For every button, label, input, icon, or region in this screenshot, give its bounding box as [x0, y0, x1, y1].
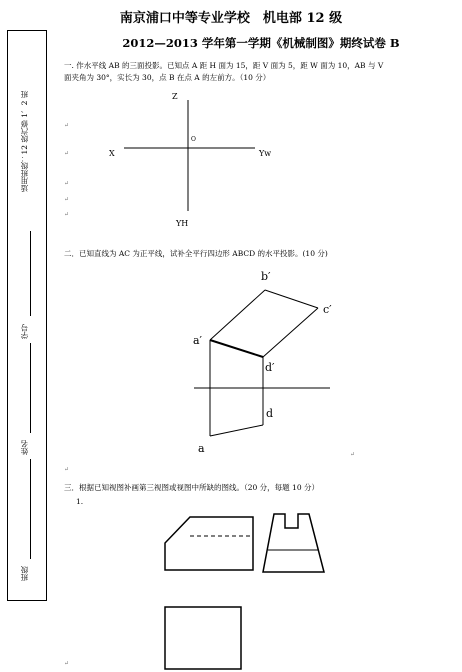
question-3-text: 三．根据已知视图补画第三视图或视图中所缺的图线。（20 分，每题 10 分） [64, 483, 319, 492]
para-mark: ↵ [350, 451, 356, 458]
origin-label: O [191, 136, 196, 143]
axis-label-yw: Yw [259, 149, 272, 158]
name-label: 姓名 [20, 440, 29, 455]
para-mark: ↵ [64, 196, 70, 203]
para-mark: ↵ [64, 466, 70, 473]
para-mark: ↵ [64, 122, 70, 129]
para-mark: ↵ [64, 180, 70, 187]
axis-label-yh: YH [176, 219, 189, 228]
student-id-label: 学号 [20, 324, 29, 339]
label-d: d [266, 407, 274, 420]
axis-label-x: X [109, 149, 115, 158]
para-mark: ↵ [64, 660, 70, 667]
label-a-prime: a′ [193, 334, 203, 347]
axis-label-z: Z [172, 92, 178, 101]
front-view [165, 517, 253, 570]
label-a: a [198, 442, 205, 455]
question-2-text: 二．已知直线为 AC 为正平线，试补全平行四边形 ABCD 的水平投影。(10 分) [64, 249, 328, 258]
para-mark: ↵ [64, 211, 70, 218]
applicable-class-label: 适用班级：12 级汽修 1、2 班 [20, 90, 29, 193]
exam-title: 2012—2013 学年第一学期《机械制图》期终试卷 B [122, 36, 400, 50]
class-label: 班级 [20, 566, 29, 581]
label-c-prime: c′ [323, 303, 332, 316]
question-3-item-1: 1. [76, 497, 84, 506]
para-mark: ↵ [64, 150, 70, 157]
label-b-prime: b′ [261, 270, 271, 283]
top-view [165, 607, 241, 669]
side-view [263, 514, 324, 572]
question-1-line-2: 面夹角为 30°，实长为 30，点 B 在点 A 的左前方。（10 分） [64, 73, 271, 82]
exam-school-title: 南京浦口中等专业学校 机电部 12 级 [119, 11, 343, 26]
question-1-line-1: 一. 作水平线 AB 的三面投影。已知点 A 距 H 面为 15，距 V 面为 5，距 W 面为 10，AB 与 V [64, 61, 384, 70]
label-d-prime: d′ [265, 361, 275, 374]
